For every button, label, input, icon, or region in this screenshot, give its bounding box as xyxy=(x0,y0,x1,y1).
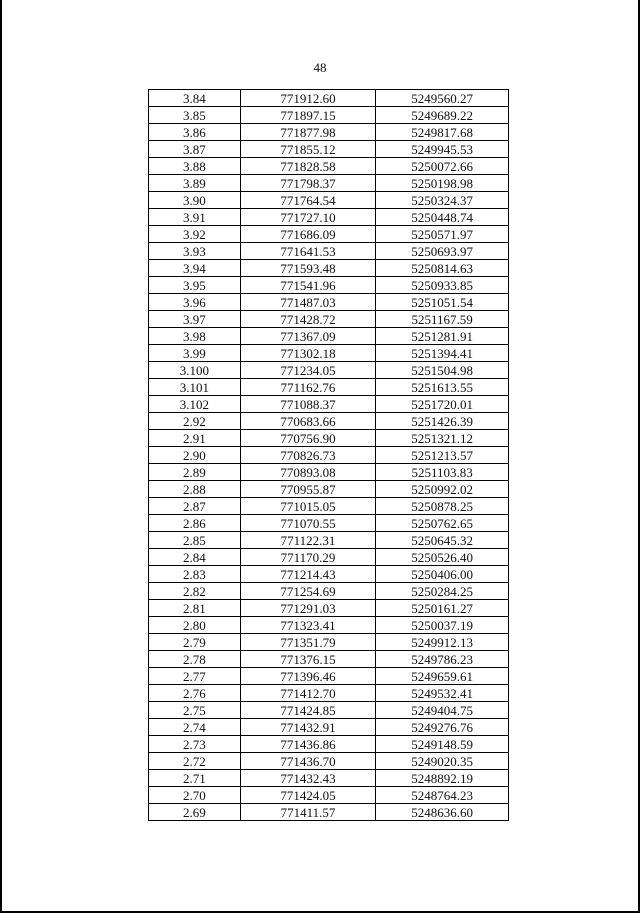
point-id-cell: 2.85 xyxy=(149,532,241,549)
y-coordinate-cell: 5249912.13 xyxy=(376,634,509,651)
x-coordinate-cell: 771170.29 xyxy=(240,549,376,566)
y-coordinate-cell: 5250645.32 xyxy=(376,532,509,549)
y-coordinate-cell: 5249659.61 xyxy=(376,668,509,685)
y-coordinate-cell: 5251167.59 xyxy=(376,311,509,328)
x-coordinate-cell: 770826.73 xyxy=(240,447,376,464)
point-id-cell: 3.99 xyxy=(149,345,241,362)
table-row xyxy=(149,719,509,736)
table-row xyxy=(149,481,509,498)
x-coordinate-cell: 770955.87 xyxy=(240,481,376,498)
table-row xyxy=(149,515,509,532)
y-coordinate-cell: 5251321.12 xyxy=(376,430,509,447)
point-id-cell: 3.84 xyxy=(149,90,241,107)
x-coordinate-cell: 771424.05 xyxy=(240,787,376,804)
table-row xyxy=(149,566,509,583)
point-id-cell: 2.77 xyxy=(149,668,241,685)
point-id-cell: 2.89 xyxy=(149,464,241,481)
table-row xyxy=(149,277,509,294)
y-coordinate-cell: 5250161.27 xyxy=(376,600,509,617)
x-coordinate-cell: 771727.10 xyxy=(240,209,376,226)
point-id-cell: 3.101 xyxy=(149,379,241,396)
table-row xyxy=(149,685,509,702)
point-id-cell: 2.90 xyxy=(149,447,241,464)
point-id-cell: 2.87 xyxy=(149,498,241,515)
x-coordinate-cell: 771122.31 xyxy=(240,532,376,549)
table-row xyxy=(149,328,509,345)
x-coordinate-cell: 771214.43 xyxy=(240,566,376,583)
table-row xyxy=(149,668,509,685)
point-id-cell: 2.71 xyxy=(149,770,241,787)
point-id-cell: 2.76 xyxy=(149,685,241,702)
x-coordinate-cell: 771487.03 xyxy=(240,294,376,311)
x-coordinate-cell: 771641.53 xyxy=(240,243,376,260)
y-coordinate-cell: 5248892.19 xyxy=(376,770,509,787)
y-coordinate-cell: 5249945.53 xyxy=(376,141,509,158)
x-coordinate-cell: 771070.55 xyxy=(240,515,376,532)
point-id-cell: 2.73 xyxy=(149,736,241,753)
y-coordinate-cell: 5249689.22 xyxy=(376,107,509,124)
table-row xyxy=(149,379,509,396)
table-row xyxy=(149,209,509,226)
y-coordinate-cell: 5251281.91 xyxy=(376,328,509,345)
table-row xyxy=(149,651,509,668)
table-row xyxy=(149,124,509,141)
point-id-cell: 3.102 xyxy=(149,396,241,413)
table-row xyxy=(149,634,509,651)
x-coordinate-cell: 771428.72 xyxy=(240,311,376,328)
y-coordinate-cell: 5248636.60 xyxy=(376,804,509,821)
x-coordinate-cell: 770683.66 xyxy=(240,413,376,430)
point-id-cell: 3.100 xyxy=(149,362,241,379)
point-id-cell: 2.83 xyxy=(149,566,241,583)
x-coordinate-cell: 771897.15 xyxy=(240,107,376,124)
x-coordinate-cell: 771411.57 xyxy=(240,804,376,821)
x-coordinate-cell: 771432.91 xyxy=(240,719,376,736)
x-coordinate-cell: 771436.86 xyxy=(240,736,376,753)
table-row xyxy=(149,175,509,192)
y-coordinate-cell: 5251720.01 xyxy=(376,396,509,413)
point-id-cell: 2.75 xyxy=(149,702,241,719)
x-coordinate-cell: 771254.69 xyxy=(240,583,376,600)
x-coordinate-cell: 771912.60 xyxy=(240,90,376,107)
y-coordinate-cell: 5250406.00 xyxy=(376,566,509,583)
table-row xyxy=(149,90,509,107)
x-coordinate-cell: 771828.58 xyxy=(240,158,376,175)
x-coordinate-cell: 771424.85 xyxy=(240,702,376,719)
page-number: 48 xyxy=(313,60,327,75)
x-coordinate-cell: 771396.46 xyxy=(240,668,376,685)
point-id-cell: 3.86 xyxy=(149,124,241,141)
x-coordinate-cell: 770756.90 xyxy=(240,430,376,447)
table-row xyxy=(149,413,509,430)
y-coordinate-cell: 5249560.27 xyxy=(376,90,509,107)
x-coordinate-cell: 770893.08 xyxy=(240,464,376,481)
y-coordinate-cell: 5250693.97 xyxy=(376,243,509,260)
point-id-cell: 3.96 xyxy=(149,294,241,311)
x-coordinate-cell: 771088.37 xyxy=(240,396,376,413)
x-coordinate-cell: 771302.18 xyxy=(240,345,376,362)
table-row xyxy=(149,226,509,243)
y-coordinate-cell: 5251504.98 xyxy=(376,362,509,379)
y-coordinate-cell: 5251051.54 xyxy=(376,294,509,311)
y-coordinate-cell: 5250072.66 xyxy=(376,158,509,175)
table-row xyxy=(149,736,509,753)
point-id-cell: 3.88 xyxy=(149,158,241,175)
table-row xyxy=(149,345,509,362)
table-row xyxy=(149,192,509,209)
point-id-cell: 3.91 xyxy=(149,209,241,226)
x-coordinate-cell: 771412.70 xyxy=(240,685,376,702)
y-coordinate-cell: 5250762.65 xyxy=(376,515,509,532)
y-coordinate-cell: 5250324.37 xyxy=(376,192,509,209)
x-coordinate-cell: 771323.41 xyxy=(240,617,376,634)
y-coordinate-cell: 5250037.19 xyxy=(376,617,509,634)
x-coordinate-cell: 771686.09 xyxy=(240,226,376,243)
point-id-cell: 3.90 xyxy=(149,192,241,209)
y-coordinate-cell: 5250814.63 xyxy=(376,260,509,277)
table-row xyxy=(149,447,509,464)
table-row xyxy=(149,141,509,158)
coordinates-table xyxy=(148,89,509,821)
point-id-cell: 3.94 xyxy=(149,260,241,277)
table-row xyxy=(149,753,509,770)
y-coordinate-cell: 5250571.97 xyxy=(376,226,509,243)
point-id-cell: 3.89 xyxy=(149,175,241,192)
y-coordinate-cell: 5249276.76 xyxy=(376,719,509,736)
point-id-cell: 2.79 xyxy=(149,634,241,651)
y-coordinate-cell: 5249786.23 xyxy=(376,651,509,668)
table-row xyxy=(149,583,509,600)
y-coordinate-cell: 5251426.39 xyxy=(376,413,509,430)
point-id-cell: 2.92 xyxy=(149,413,241,430)
x-coordinate-cell: 771432.43 xyxy=(240,770,376,787)
point-id-cell: 3.98 xyxy=(149,328,241,345)
x-coordinate-cell: 771798.37 xyxy=(240,175,376,192)
table-row xyxy=(149,294,509,311)
y-coordinate-cell: 5249404.75 xyxy=(376,702,509,719)
point-id-cell: 2.74 xyxy=(149,719,241,736)
table-row xyxy=(149,702,509,719)
table-row xyxy=(149,770,509,787)
x-coordinate-cell: 771593.48 xyxy=(240,260,376,277)
table-row xyxy=(149,311,509,328)
point-id-cell: 3.95 xyxy=(149,277,241,294)
point-id-cell: 2.84 xyxy=(149,549,241,566)
point-id-cell: 2.86 xyxy=(149,515,241,532)
table-row xyxy=(149,243,509,260)
point-id-cell: 2.91 xyxy=(149,430,241,447)
x-coordinate-cell: 771855.12 xyxy=(240,141,376,158)
x-coordinate-cell: 771877.98 xyxy=(240,124,376,141)
x-coordinate-cell: 771291.03 xyxy=(240,600,376,617)
table-row xyxy=(149,464,509,481)
point-id-cell: 2.69 xyxy=(149,804,241,821)
point-id-cell: 2.81 xyxy=(149,600,241,617)
x-coordinate-cell: 771376.15 xyxy=(240,651,376,668)
x-coordinate-cell: 771351.79 xyxy=(240,634,376,651)
point-id-cell: 2.80 xyxy=(149,617,241,634)
point-id-cell: 3.85 xyxy=(149,107,241,124)
table-row xyxy=(149,617,509,634)
x-coordinate-cell: 771234.05 xyxy=(240,362,376,379)
point-id-cell: 3.92 xyxy=(149,226,241,243)
x-coordinate-cell: 771764.54 xyxy=(240,192,376,209)
y-coordinate-cell: 5250878.25 xyxy=(376,498,509,515)
table-row xyxy=(149,787,509,804)
table-row xyxy=(149,804,509,821)
table-row xyxy=(149,107,509,124)
y-coordinate-cell: 5251613.55 xyxy=(376,379,509,396)
y-coordinate-cell: 5250526.40 xyxy=(376,549,509,566)
x-coordinate-cell: 771367.09 xyxy=(240,328,376,345)
coordinates-table-body xyxy=(149,90,509,821)
point-id-cell: 2.78 xyxy=(149,651,241,668)
table-row xyxy=(149,532,509,549)
table-row xyxy=(149,498,509,515)
y-coordinate-cell: 5249020.35 xyxy=(376,753,509,770)
table-row xyxy=(149,158,509,175)
point-id-cell: 3.93 xyxy=(149,243,241,260)
table-row xyxy=(149,362,509,379)
y-coordinate-cell: 5250284.25 xyxy=(376,583,509,600)
table-row xyxy=(149,600,509,617)
y-coordinate-cell: 5251213.57 xyxy=(376,447,509,464)
point-id-cell: 2.82 xyxy=(149,583,241,600)
y-coordinate-cell: 5250933.85 xyxy=(376,277,509,294)
point-id-cell: 2.70 xyxy=(149,787,241,804)
y-coordinate-cell: 5250198.98 xyxy=(376,175,509,192)
table-row xyxy=(149,260,509,277)
x-coordinate-cell: 771015.05 xyxy=(240,498,376,515)
point-id-cell: 2.88 xyxy=(149,481,241,498)
y-coordinate-cell: 5248764.23 xyxy=(376,787,509,804)
point-id-cell: 3.87 xyxy=(149,141,241,158)
x-coordinate-cell: 771541.96 xyxy=(240,277,376,294)
y-coordinate-cell: 5251394.41 xyxy=(376,345,509,362)
x-coordinate-cell: 771162.76 xyxy=(240,379,376,396)
table-row xyxy=(149,396,509,413)
y-coordinate-cell: 5250992.02 xyxy=(376,481,509,498)
x-coordinate-cell: 771436.70 xyxy=(240,753,376,770)
table-row xyxy=(149,430,509,447)
point-id-cell: 2.72 xyxy=(149,753,241,770)
y-coordinate-cell: 5249148.59 xyxy=(376,736,509,753)
y-coordinate-cell: 5251103.83 xyxy=(376,464,509,481)
y-coordinate-cell: 5249817.68 xyxy=(376,124,509,141)
point-id-cell: 3.97 xyxy=(149,311,241,328)
table-row xyxy=(149,549,509,566)
y-coordinate-cell: 5250448.74 xyxy=(376,209,509,226)
y-coordinate-cell: 5249532.41 xyxy=(376,685,509,702)
